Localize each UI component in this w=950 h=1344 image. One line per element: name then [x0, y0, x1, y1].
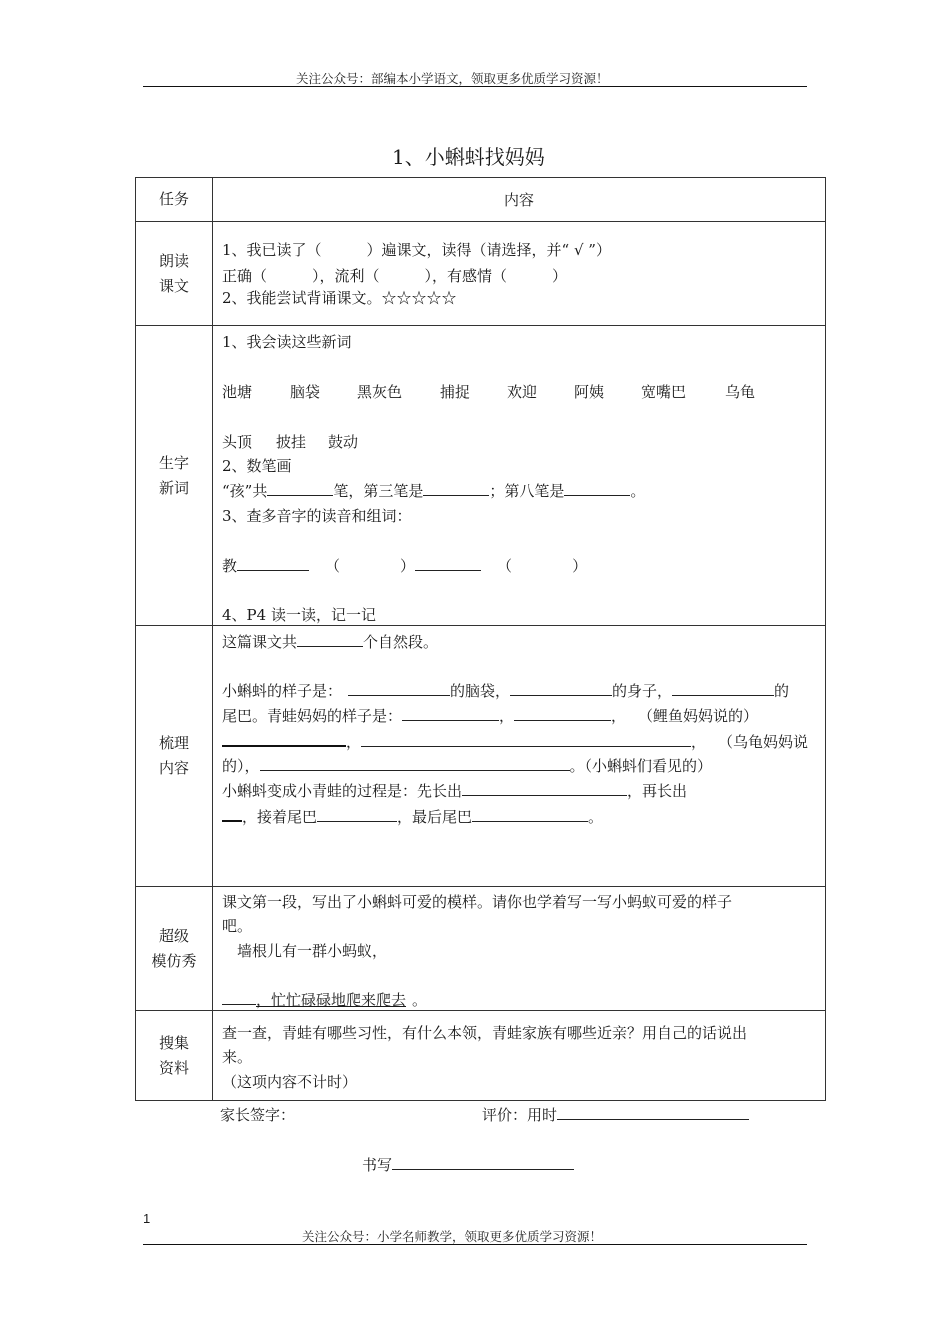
answer-blank[interactable] [472, 806, 588, 822]
answer-blank[interactable] [260, 755, 570, 771]
text: ， [499, 707, 515, 725]
reading-content [213, 222, 826, 326]
text: 。 [588, 808, 604, 826]
row-label-line: 新词 [158, 478, 189, 497]
text: 的脑袋， [450, 682, 511, 700]
header-note: 关注公众号：部编本小学语文，领取更多优质学习资源！ [296, 71, 609, 86]
text: 的身子， [612, 682, 673, 700]
answer-blank[interactable] [672, 680, 774, 696]
row-label-line: 朗读 [158, 251, 189, 270]
vocab-word: 池塘 [222, 383, 253, 401]
summary-line [222, 730, 808, 752]
row-label-imitation [136, 887, 213, 1011]
text: 书写 [362, 1156, 393, 1174]
answer-blank[interactable] [222, 730, 346, 747]
vocab-word: 阿姨 [574, 383, 605, 401]
row-label-line: 内容 [158, 759, 189, 777]
vocab-heading: 3、查多音字的读音和组词： [222, 507, 412, 525]
vocab-word: 欢迎 [507, 383, 538, 401]
reading-line: 2、我能尝试背诵课文。☆☆☆☆☆ [222, 289, 457, 307]
imitation-line: 墙根儿有一群小蚂蚁， [237, 942, 388, 960]
imitation-line: 课文第一段，写出了小蝌蚪可爱的模样。请你也学着写一写小蚂蚁可爱的样子 [222, 893, 733, 911]
imitation-content [213, 887, 826, 1011]
vocab-word: 披挂 [276, 433, 307, 451]
text: ，接着尾巴 [242, 808, 318, 826]
parent-signature-label: 家长签字： [220, 1106, 296, 1124]
vocab-word: 脑袋 [290, 383, 321, 401]
vocab-heading: 2、数笔画 [222, 457, 292, 475]
summary-content [213, 626, 826, 887]
vocab-word: 乌龟 [725, 383, 756, 401]
answer-blank[interactable] [462, 780, 627, 796]
row-label-vocab [136, 326, 213, 626]
answer-blank[interactable] [392, 1154, 574, 1170]
research-line: （这项内容不计时） [222, 1073, 358, 1091]
text: 尾巴。青蛙妈妈的样子是： [222, 707, 403, 725]
answer-blank[interactable] [564, 480, 630, 496]
header-task: 任务 [136, 178, 213, 222]
paren: （ [325, 557, 341, 575]
vocab-word: 宽嘴巴 [641, 383, 687, 401]
polyphone-line [222, 555, 587, 576]
vocab-word-list [222, 381, 755, 402]
vocab-heading: 1、我会读这些新词 [222, 333, 352, 351]
row-label-research [136, 1011, 213, 1101]
text: ， [346, 733, 362, 751]
text: ，忙忙碌碌地爬来爬去 [256, 991, 407, 1009]
text: ， [691, 733, 707, 751]
text: 。 [630, 482, 646, 500]
vocab-word: 黑灰色 [357, 383, 403, 401]
text: ， [611, 707, 627, 725]
answer-blank[interactable] [297, 631, 363, 647]
paren: （ [497, 557, 513, 575]
header-rule [143, 86, 807, 87]
answer-blank[interactable] [348, 680, 450, 696]
stroke-count-line [222, 480, 645, 501]
evaluation-time [482, 1104, 749, 1125]
text: 小蝌蚪的样子是： [222, 682, 343, 700]
imitation-line: 吧。 [222, 917, 253, 935]
header-content: 内容 [213, 178, 826, 222]
row-label-line: 生字 [158, 453, 189, 472]
page-number: 1 [143, 1211, 151, 1226]
answer-blank[interactable] [514, 705, 611, 721]
summary-line [222, 755, 712, 776]
paren: ） [400, 557, 416, 575]
research-line: 查一查，青蛙有哪些习性，有什么本领，青蛙家族有哪些近亲？用自己的话说出 [222, 1024, 748, 1042]
text: ；第八笔是 [489, 482, 565, 500]
summary-line [222, 780, 687, 801]
answer-blank[interactable] [267, 480, 333, 496]
worksheet-table [135, 177, 826, 1101]
vocab-heading: 4、P4 读一读，记一记 [222, 606, 376, 624]
text: 。 [412, 991, 428, 1009]
footer-rule [143, 1244, 807, 1245]
research-line: 来。 [222, 1048, 253, 1066]
summary-line [222, 705, 758, 726]
answer-blank[interactable] [237, 555, 309, 571]
vocab-word-list [222, 431, 358, 452]
answer-blank[interactable] [317, 806, 397, 822]
row-label-line: 资料 [158, 1058, 189, 1077]
text: 的）， [222, 757, 260, 775]
vocab-word: 捕捉 [440, 383, 471, 401]
answer-blank[interactable] [557, 1104, 749, 1120]
text: 的 [774, 682, 790, 700]
text: ，最后尾巴 [397, 808, 473, 826]
polyphone-char: 教 [222, 557, 238, 575]
answer-blank[interactable] [510, 680, 612, 696]
table-row [136, 887, 826, 1011]
answer-blank[interactable] [222, 989, 256, 1005]
table-row [136, 222, 826, 326]
summary-line [222, 680, 789, 701]
research-content [213, 1011, 826, 1101]
row-label-summary [136, 626, 213, 887]
vocab-content [213, 326, 826, 626]
writing-score [362, 1154, 574, 1175]
table-row [136, 1011, 826, 1101]
summary-line [222, 805, 603, 827]
text: 个自然段。 [363, 633, 439, 651]
table-row [136, 326, 826, 626]
text: 小蝌蚪变成小青蛙的过程是：先长出 [222, 782, 463, 800]
vocab-word: 头顶 [222, 433, 253, 451]
text: （乌龟妈妈说 [718, 733, 809, 751]
table-row [136, 626, 826, 887]
reading-line: 正确（ ），流利（ ），有感情（ ） [222, 267, 568, 285]
paren: ） [572, 557, 588, 575]
text: 这篇课文共 [222, 633, 298, 651]
summary-line [222, 631, 438, 652]
text: “孩”共 [222, 482, 268, 500]
imitation-line [222, 989, 427, 1010]
answer-blank[interactable] [222, 805, 242, 822]
page-title: 1、小蝌蚪找妈妈 [392, 145, 545, 169]
row-label-line: 搜集 [158, 1033, 189, 1052]
answer-blank[interactable] [361, 731, 691, 747]
text: 笔，第三笔是 [333, 482, 424, 500]
table-header-row [136, 178, 826, 222]
answer-blank[interactable] [402, 705, 499, 721]
text: ，再长出 [627, 782, 688, 800]
row-label-line: 模仿秀 [151, 951, 197, 970]
row-label-line: 超级 [158, 926, 189, 945]
text: （鲤鱼妈妈说的） [638, 707, 759, 725]
vocab-word: 鼓动 [328, 433, 359, 451]
row-label-reading [136, 222, 213, 326]
answer-blank[interactable] [415, 555, 481, 571]
row-label-line: 梳理 [158, 734, 189, 752]
reading-line: 1、我已读了（ ）遍课文，读得（请选择，并“ √ ”） [222, 241, 611, 259]
footer-note: 关注公众号：小学名师教学，领取更多优质学习资源！ [302, 1229, 603, 1244]
text: 。（小蝌蚪们看见的） [569, 757, 713, 775]
answer-blank[interactable] [423, 480, 489, 496]
text: 评价：用时 [482, 1106, 558, 1124]
row-label-line: 课文 [158, 276, 189, 295]
